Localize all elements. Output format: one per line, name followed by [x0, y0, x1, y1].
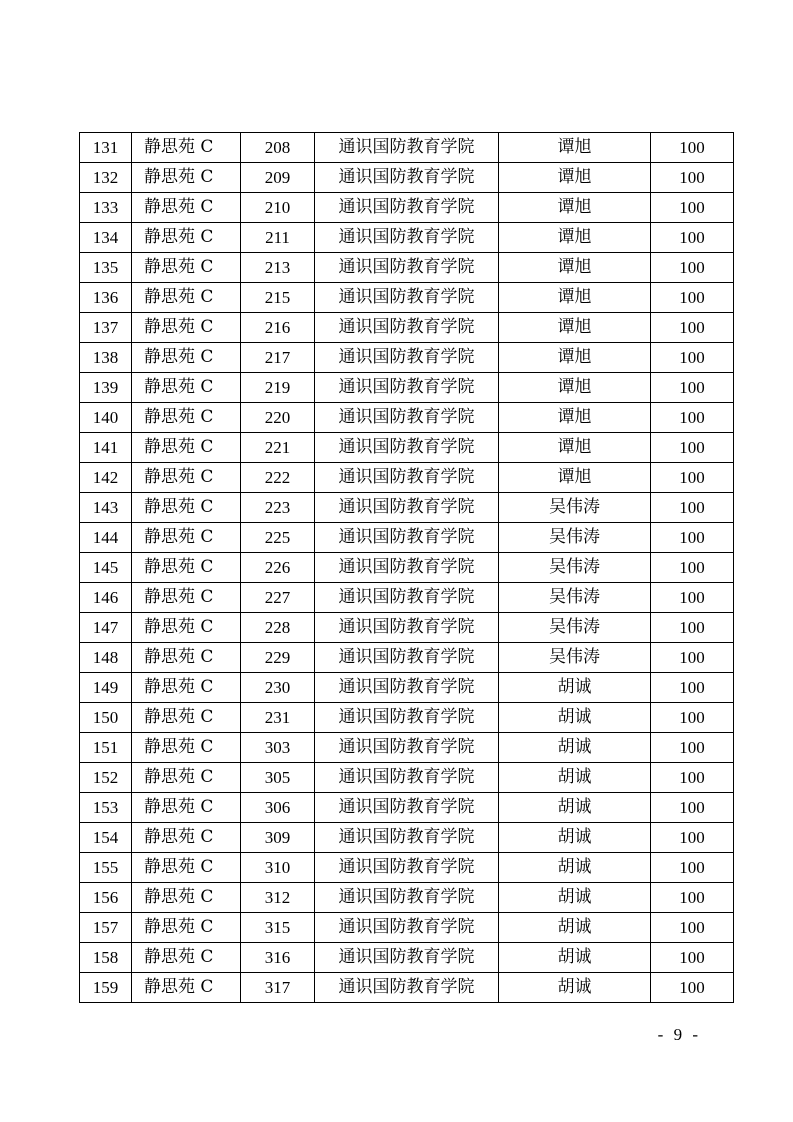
- room-number-cell: 216: [241, 313, 315, 343]
- responsible-person-cell: 吴伟涛: [499, 553, 651, 583]
- inspection-score-table: [79, 132, 734, 1003]
- row-number-cell: 140: [80, 403, 132, 433]
- score-cell: 100: [651, 433, 734, 463]
- department-cell: 通识国防教育学院: [315, 733, 499, 763]
- room-number-cell: 223: [241, 493, 315, 523]
- row-number-cell: 146: [80, 583, 132, 613]
- row-number-cell: 145: [80, 553, 132, 583]
- score-cell: 100: [651, 613, 734, 643]
- score-cell: 100: [651, 163, 734, 193]
- building-cell: 静思苑 C: [132, 583, 241, 613]
- row-number-cell: 156: [80, 883, 132, 913]
- score-cell: 100: [651, 133, 734, 163]
- score-cell: 100: [651, 703, 734, 733]
- row-number-cell: 134: [80, 223, 132, 253]
- responsible-person-cell: 胡诚: [499, 973, 651, 1003]
- row-number-cell: 142: [80, 463, 132, 493]
- table-row: [80, 583, 734, 613]
- responsible-person-cell: 胡诚: [499, 943, 651, 973]
- table-row: [80, 223, 734, 253]
- room-number-cell: 315: [241, 913, 315, 943]
- department-cell: 通识国防教育学院: [315, 673, 499, 703]
- table-row: [80, 193, 734, 223]
- responsible-person-cell: 胡诚: [499, 763, 651, 793]
- table-row: [80, 763, 734, 793]
- department-cell: 通识国防教育学院: [315, 523, 499, 553]
- score-cell: 100: [651, 523, 734, 553]
- row-number-cell: 152: [80, 763, 132, 793]
- score-cell: 100: [651, 373, 734, 403]
- room-number-cell: 229: [241, 643, 315, 673]
- building-cell: 静思苑 C: [132, 643, 241, 673]
- department-cell: 通识国防教育学院: [315, 133, 499, 163]
- row-number-cell: 137: [80, 313, 132, 343]
- building-cell: 静思苑 C: [132, 883, 241, 913]
- responsible-person-cell: 胡诚: [499, 793, 651, 823]
- building-cell: 静思苑 C: [132, 733, 241, 763]
- room-number-cell: 310: [241, 853, 315, 883]
- room-number-cell: 312: [241, 883, 315, 913]
- responsible-person-cell: 吴伟涛: [499, 493, 651, 523]
- building-cell: 静思苑 C: [132, 343, 241, 373]
- responsible-person-cell: 谭旭: [499, 463, 651, 493]
- score-cell: 100: [651, 913, 734, 943]
- department-cell: 通识国防教育学院: [315, 223, 499, 253]
- table-row: [80, 283, 734, 313]
- score-cell: 100: [651, 973, 734, 1003]
- department-cell: 通识国防教育学院: [315, 703, 499, 733]
- responsible-person-cell: 谭旭: [499, 313, 651, 343]
- room-number-cell: 211: [241, 223, 315, 253]
- table-row: [80, 553, 734, 583]
- building-cell: 静思苑 C: [132, 433, 241, 463]
- building-cell: 静思苑 C: [132, 973, 241, 1003]
- room-number-cell: 231: [241, 703, 315, 733]
- responsible-person-cell: 谭旭: [499, 343, 651, 373]
- score-cell: 100: [651, 283, 734, 313]
- department-cell: 通识国防教育学院: [315, 493, 499, 523]
- room-number-cell: 226: [241, 553, 315, 583]
- building-cell: 静思苑 C: [132, 133, 241, 163]
- responsible-person-cell: 吴伟涛: [499, 583, 651, 613]
- row-number-cell: 149: [80, 673, 132, 703]
- score-cell: 100: [651, 583, 734, 613]
- responsible-person-cell: 胡诚: [499, 703, 651, 733]
- table-row: [80, 313, 734, 343]
- room-number-cell: 230: [241, 673, 315, 703]
- room-number-cell: 209: [241, 163, 315, 193]
- score-cell: 100: [651, 403, 734, 433]
- row-number-cell: 141: [80, 433, 132, 463]
- row-number-cell: 147: [80, 613, 132, 643]
- responsible-person-cell: 胡诚: [499, 853, 651, 883]
- building-cell: 静思苑 C: [132, 853, 241, 883]
- room-number-cell: 215: [241, 283, 315, 313]
- building-cell: 静思苑 C: [132, 163, 241, 193]
- score-cell: 100: [651, 253, 734, 283]
- department-cell: 通识国防教育学院: [315, 583, 499, 613]
- building-cell: 静思苑 C: [132, 253, 241, 283]
- building-cell: 静思苑 C: [132, 403, 241, 433]
- score-cell: 100: [651, 883, 734, 913]
- score-cell: 100: [651, 553, 734, 583]
- building-cell: 静思苑 C: [132, 943, 241, 973]
- table-row: [80, 133, 734, 163]
- table-row: [80, 643, 734, 673]
- room-number-cell: 220: [241, 403, 315, 433]
- department-cell: 通识国防教育学院: [315, 643, 499, 673]
- score-cell: 100: [651, 643, 734, 673]
- building-cell: 静思苑 C: [132, 193, 241, 223]
- row-number-cell: 131: [80, 133, 132, 163]
- responsible-person-cell: 谭旭: [499, 133, 651, 163]
- row-number-cell: 138: [80, 343, 132, 373]
- score-cell: 100: [651, 493, 734, 523]
- table-row: [80, 913, 734, 943]
- score-cell: 100: [651, 793, 734, 823]
- row-number-cell: 155: [80, 853, 132, 883]
- room-number-cell: 213: [241, 253, 315, 283]
- department-cell: 通识国防教育学院: [315, 883, 499, 913]
- score-cell: 100: [651, 733, 734, 763]
- department-cell: 通识国防教育学院: [315, 163, 499, 193]
- table-row: [80, 793, 734, 823]
- responsible-person-cell: 胡诚: [499, 673, 651, 703]
- responsible-person-cell: 谭旭: [499, 223, 651, 253]
- row-number-cell: 148: [80, 643, 132, 673]
- score-cell: 100: [651, 823, 734, 853]
- row-number-cell: 150: [80, 703, 132, 733]
- building-cell: 静思苑 C: [132, 223, 241, 253]
- table-body: [80, 133, 734, 1003]
- score-cell: 100: [651, 943, 734, 973]
- department-cell: 通识国防教育学院: [315, 793, 499, 823]
- row-number-cell: 144: [80, 523, 132, 553]
- department-cell: 通识国防教育学院: [315, 373, 499, 403]
- department-cell: 通识国防教育学院: [315, 253, 499, 283]
- table-row: [80, 403, 734, 433]
- building-cell: 静思苑 C: [132, 283, 241, 313]
- building-cell: 静思苑 C: [132, 493, 241, 523]
- building-cell: 静思苑 C: [132, 313, 241, 343]
- table-row: [80, 523, 734, 553]
- department-cell: 通识国防教育学院: [315, 913, 499, 943]
- score-cell: 100: [651, 853, 734, 883]
- table-row: [80, 433, 734, 463]
- room-number-cell: 228: [241, 613, 315, 643]
- room-number-cell: 303: [241, 733, 315, 763]
- responsible-person-cell: 谭旭: [499, 253, 651, 283]
- score-cell: 100: [651, 193, 734, 223]
- department-cell: 通识国防教育学院: [315, 553, 499, 583]
- building-cell: 静思苑 C: [132, 673, 241, 703]
- room-number-cell: 221: [241, 433, 315, 463]
- table-row: [80, 733, 734, 763]
- department-cell: 通识国防教育学院: [315, 763, 499, 793]
- building-cell: 静思苑 C: [132, 373, 241, 403]
- building-cell: 静思苑 C: [132, 553, 241, 583]
- department-cell: 通识国防教育学院: [315, 343, 499, 373]
- room-number-cell: 219: [241, 373, 315, 403]
- table-row: [80, 703, 734, 733]
- department-cell: 通识国防教育学院: [315, 943, 499, 973]
- responsible-person-cell: 谭旭: [499, 193, 651, 223]
- row-number-cell: 136: [80, 283, 132, 313]
- building-cell: 静思苑 C: [132, 913, 241, 943]
- table-row: [80, 613, 734, 643]
- table-row: [80, 973, 734, 1003]
- department-cell: 通识国防教育学院: [315, 823, 499, 853]
- department-cell: 通识国防教育学院: [315, 283, 499, 313]
- building-cell: 静思苑 C: [132, 823, 241, 853]
- row-number-cell: 151: [80, 733, 132, 763]
- page-number: - 9 -: [657, 1025, 701, 1044]
- row-number-cell: 153: [80, 793, 132, 823]
- room-number-cell: 306: [241, 793, 315, 823]
- responsible-person-cell: 吴伟涛: [499, 643, 651, 673]
- row-number-cell: 139: [80, 373, 132, 403]
- responsible-person-cell: 胡诚: [499, 883, 651, 913]
- room-number-cell: 210: [241, 193, 315, 223]
- room-number-cell: 309: [241, 823, 315, 853]
- room-number-cell: 217: [241, 343, 315, 373]
- responsible-person-cell: 吴伟涛: [499, 613, 651, 643]
- building-cell: 静思苑 C: [132, 763, 241, 793]
- responsible-person-cell: 谭旭: [499, 163, 651, 193]
- table-row: [80, 673, 734, 703]
- building-cell: 静思苑 C: [132, 463, 241, 493]
- department-cell: 通识国防教育学院: [315, 403, 499, 433]
- table-row: [80, 373, 734, 403]
- row-number-cell: 154: [80, 823, 132, 853]
- responsible-person-cell: 胡诚: [499, 823, 651, 853]
- row-number-cell: 132: [80, 163, 132, 193]
- department-cell: 通识国防教育学院: [315, 973, 499, 1003]
- room-number-cell: 225: [241, 523, 315, 553]
- table-row: [80, 163, 734, 193]
- table-row: [80, 823, 734, 853]
- score-cell: 100: [651, 463, 734, 493]
- score-cell: 100: [651, 223, 734, 253]
- score-cell: 100: [651, 313, 734, 343]
- row-number-cell: 143: [80, 493, 132, 523]
- room-number-cell: 208: [241, 133, 315, 163]
- room-number-cell: 317: [241, 973, 315, 1003]
- room-number-cell: 227: [241, 583, 315, 613]
- responsible-person-cell: 谭旭: [499, 373, 651, 403]
- table-row: [80, 253, 734, 283]
- row-number-cell: 135: [80, 253, 132, 283]
- responsible-person-cell: 吴伟涛: [499, 523, 651, 553]
- department-cell: 通识国防教育学院: [315, 433, 499, 463]
- building-cell: 静思苑 C: [132, 793, 241, 823]
- department-cell: 通识国防教育学院: [315, 613, 499, 643]
- responsible-person-cell: 谭旭: [499, 403, 651, 433]
- table-row: [80, 943, 734, 973]
- department-cell: 通识国防教育学院: [315, 853, 499, 883]
- row-number-cell: 159: [80, 973, 132, 1003]
- building-cell: 静思苑 C: [132, 703, 241, 733]
- responsible-person-cell: 谭旭: [499, 283, 651, 313]
- table-row: [80, 343, 734, 373]
- score-cell: 100: [651, 673, 734, 703]
- room-number-cell: 222: [241, 463, 315, 493]
- table-row: [80, 493, 734, 523]
- score-cell: 100: [651, 763, 734, 793]
- table-row: [80, 463, 734, 493]
- score-cell: 100: [651, 343, 734, 373]
- building-cell: 静思苑 C: [132, 613, 241, 643]
- department-cell: 通识国防教育学院: [315, 313, 499, 343]
- building-cell: 静思苑 C: [132, 523, 241, 553]
- department-cell: 通识国防教育学院: [315, 193, 499, 223]
- responsible-person-cell: 胡诚: [499, 913, 651, 943]
- responsible-person-cell: 谭旭: [499, 433, 651, 463]
- department-cell: 通识国防教育学院: [315, 463, 499, 493]
- table-row: [80, 883, 734, 913]
- room-number-cell: 305: [241, 763, 315, 793]
- row-number-cell: 158: [80, 943, 132, 973]
- table-row: [80, 853, 734, 883]
- room-number-cell: 316: [241, 943, 315, 973]
- row-number-cell: 133: [80, 193, 132, 223]
- responsible-person-cell: 胡诚: [499, 733, 651, 763]
- row-number-cell: 157: [80, 913, 132, 943]
